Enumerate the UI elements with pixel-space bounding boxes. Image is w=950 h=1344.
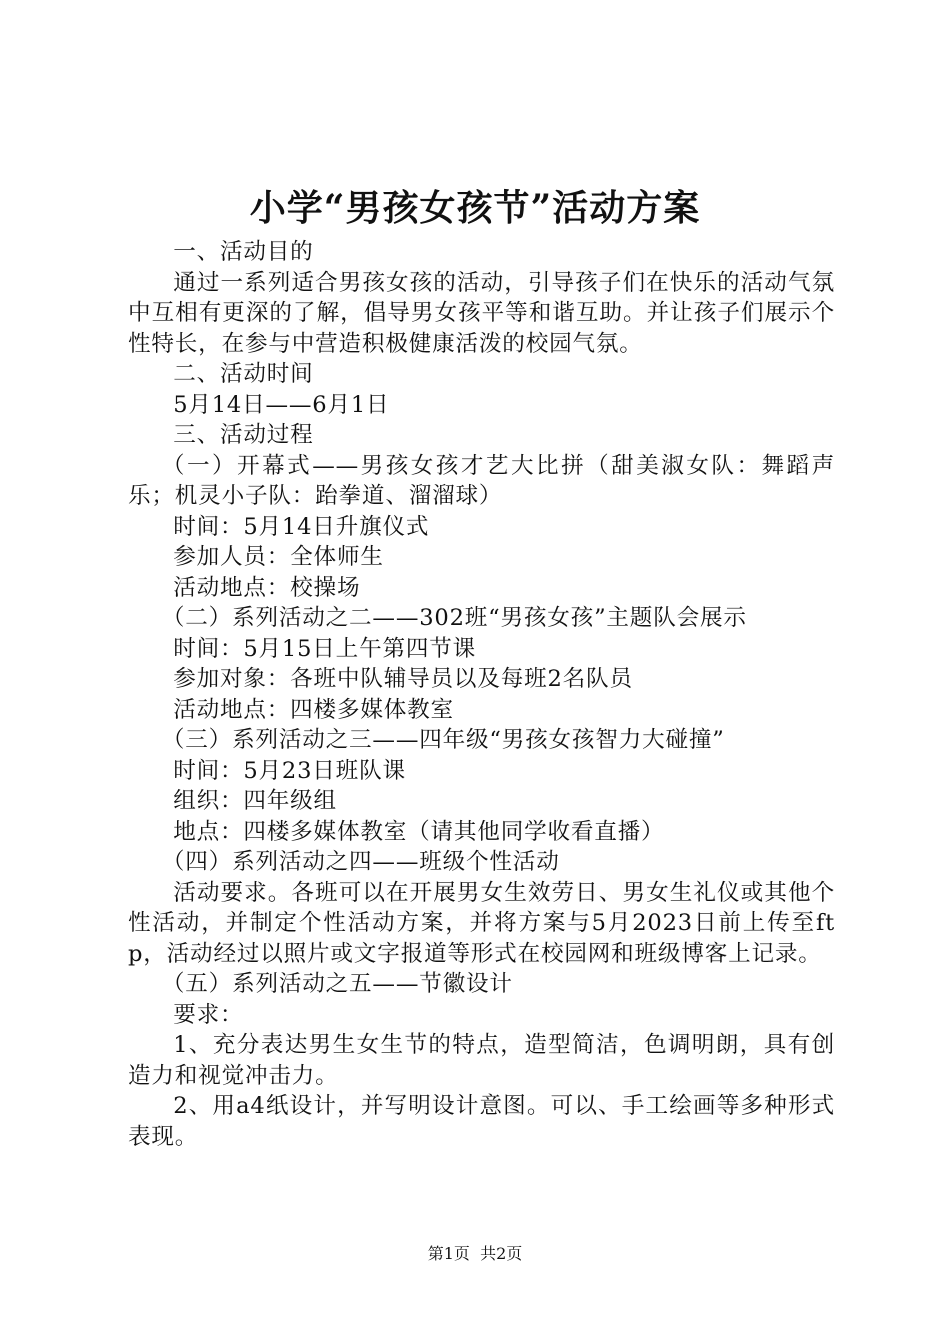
body-paragraph: 2、用a4纸设计，并写明设计意图。可以、手工绘画等多种形式表现。 [128,1093,835,1150]
body-paragraph: 通过一系列适合男孩女孩的活动，引导孩子们在快乐的活动气氛中互相有更深的了解，倡导男女孩平等和谐互助。并让孩子们展示个性特长，在参与中营造积极健康活泼的校园气氛。 [128,269,835,357]
body-paragraph: 时间：5月14日升旗仪式 [173,513,430,540]
section-heading: 二、活动时间 [173,361,314,387]
subsection-heading: （二）系列活动之二——302班“男孩女孩”主题队会展示 [161,605,747,631]
body-paragraph: 参加对象：各班中队辅导员以及每班2名队员 [173,666,633,692]
document-title: 小学“男孩女孩节”活动方案 [249,187,701,229]
body-paragraph: 地点：四楼多媒体教室（请其他同学收看直播） [173,818,665,845]
section-heading: 三、活动过程 [173,422,314,448]
body-paragraph: 组织：四年级组 [173,788,337,814]
page-total: 共2页 [480,1244,523,1263]
body-paragraph: 时间：5月15日上午第四节课 [173,635,477,662]
section-heading: 一、活动目的 [173,239,314,265]
body-paragraph: 要求： [173,1001,244,1028]
body-paragraph: 活动地点：校操场 [173,574,361,601]
subsection-heading: （三）系列活动之三——四年级“男孩女孩智力大碰撞” [161,727,725,753]
document-body [128,237,835,1152]
page-number: 第1页 [427,1244,470,1263]
body-paragraph: 时间：5月23日班队课 [173,757,406,784]
body-paragraph: 活动地点：四楼多媒体教室 [173,696,454,723]
page-footer [0,1242,950,1266]
subsection-heading: （五）系列活动之五——节徽设计 [161,971,513,997]
body-paragraph: 1、充分表达男生女生节的特点，造型简洁，色调明朗，具有创造力和视觉冲击力。 [128,1032,835,1089]
body-paragraph: 5月14日——6月1日 [173,391,390,418]
body-paragraph: 参加人员：全体师生 [173,544,384,570]
body-paragraph: 活动要求。各班可以在开展男女生效劳日、男女生礼仪或其他个性活动，并制定个性活动方案，并将方案与5月2023日前上传至ftp，活动经过以照片或文字报道等形式在校园网和班级博客上记录。 [128,879,835,967]
subsection-heading: （四）系列活动之四——班级个性活动 [161,849,560,875]
subsection-heading: （一）开幕式——男孩女孩才艺大比拼（甜美淑女队：舞蹈声乐；机灵小子队：跆拳道、溜溜球） [128,452,835,509]
